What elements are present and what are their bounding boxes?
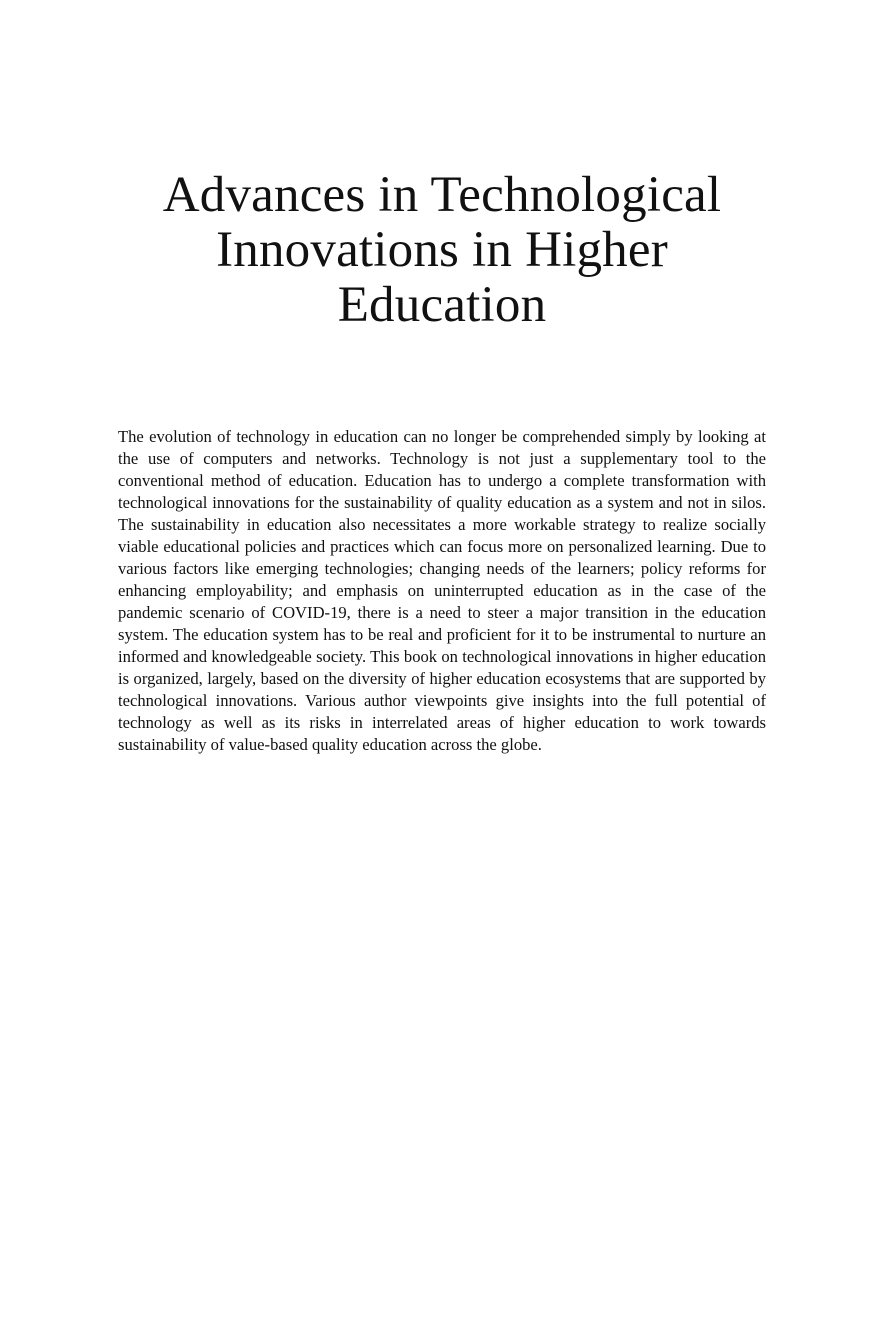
book-title-line-3: Education (337, 277, 547, 333)
book-title-line-1: Advances in Technological (162, 167, 722, 223)
book-title-line-2: Innovations in Higher (216, 222, 668, 278)
book-description: The evolution of technology in education can no longer be comprehended simply by looking at the use of computers and networks. Technology is not just a supplementary tool to the conventional method of education. Education has to undergo a complete transformation with technological innovations for the sustainability of quality education as a system and not in silos. The sustainability in education also necessitates a more workable strategy to realize socially viable educational policies and practices which can focus more on personalized learning. Due to various factors like emerging technologies; changing needs of the learners; policy reforms for enhancing employability; and emphasis on uninterrupted education as in the case of the pandemic scenario of COVID-19, there is a need to steer a major transition in the education system. The education system has to be real and proficient for it to be instrumental to nurture an informed and knowledgeable society. This book on technological innovations in higher education is organized, largely, based on the diversity of higher education ecosystems that are supported by technological innovations. Various author viewpoints give insights into the full potential of technology as well as its risks in interrelated areas of higher education to work towards sustainability of value-based quality education across the globe. (118, 427, 766, 754)
book-title (100, 168, 784, 333)
